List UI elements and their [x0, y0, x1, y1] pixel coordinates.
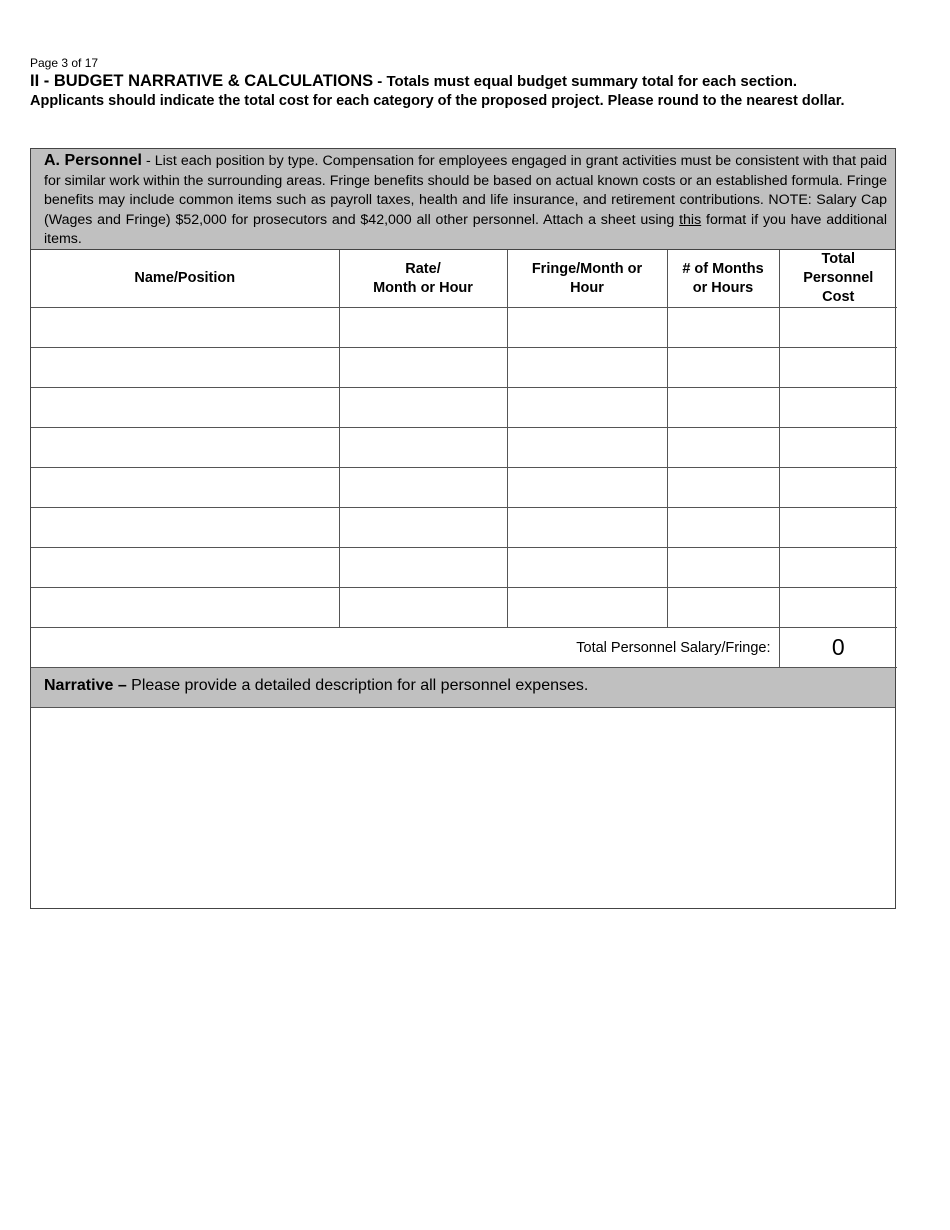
rate-cell[interactable]: [339, 308, 507, 348]
total-cost-cell[interactable]: [779, 468, 897, 508]
name-position-cell[interactable]: [31, 588, 339, 628]
name-position-cell[interactable]: [31, 308, 339, 348]
table-row: [31, 468, 897, 508]
page-number: Page 3 of 17: [30, 56, 99, 70]
table-row: [31, 388, 897, 428]
total-cost-cell[interactable]: [779, 308, 897, 348]
fringe-cell[interactable]: [507, 388, 667, 428]
personnel-text-end: format if you have additional items.: [44, 211, 888, 247]
this-format-link[interactable]: this: [679, 211, 702, 228]
table-header-row: [31, 250, 897, 308]
narrative-label: Narrative –: [44, 677, 127, 694]
name-position-cell[interactable]: [31, 508, 339, 548]
rate-cell[interactable]: [339, 468, 507, 508]
months-hours-cell[interactable]: [667, 428, 779, 468]
rate-cell[interactable]: [339, 548, 507, 588]
months-hours-cell[interactable]: [667, 468, 779, 508]
header-total-cost: Total Personnel Cost: [779, 250, 897, 308]
table-row: [31, 548, 897, 588]
personnel-text: - List each position by type. Compensation for employees engaged in grant activities must be consistent with that paid for similar work within the surrounding areas. Fringe benefits should be based on actual known costs or an established formula. Fringe benefits may include common items such as payroll taxes, health and life insurance, and retirement contributions. NOTE: Salary Cap (Wages and Fringe) $52,000 for prosecutors and $42,000 all other personnel. Attach a sheet using: [44, 153, 887, 228]
personnel-heading: A. Personnel: [44, 152, 142, 169]
name-position-cell[interactable]: [31, 348, 339, 388]
rate-cell[interactable]: [339, 428, 507, 468]
fringe-cell[interactable]: [507, 348, 667, 388]
name-position-cell[interactable]: [31, 388, 339, 428]
section-instructions: Applicants should indicate the total cost for each category of the proposed project. Please round to the nearest dollar.: [30, 93, 845, 109]
months-hours-cell[interactable]: [667, 508, 779, 548]
narrative-prompt: Please provide a detailed description for all personnel expenses.: [126, 677, 589, 694]
months-hours-cell[interactable]: [667, 588, 779, 628]
fringe-cell[interactable]: [507, 548, 667, 588]
name-position-cell[interactable]: [31, 548, 339, 588]
rate-cell[interactable]: [339, 508, 507, 548]
section-title: [30, 72, 910, 111]
months-hours-cell[interactable]: [667, 388, 779, 428]
name-position-cell[interactable]: [31, 468, 339, 508]
section-title-rest: - Totals must equal budget summary total for each section.: [373, 73, 798, 90]
narrative-heading: [31, 668, 895, 708]
personnel-table: [31, 250, 897, 668]
narrative-field[interactable]: [31, 708, 895, 908]
rate-cell[interactable]: [339, 388, 507, 428]
table-row: [31, 588, 897, 628]
fringe-cell[interactable]: [507, 508, 667, 548]
table-row: [31, 348, 897, 388]
header-fringe: Fringe/Month or Hour: [507, 250, 667, 308]
total-row: [31, 628, 897, 668]
fringe-cell[interactable]: [507, 588, 667, 628]
total-cost-cell[interactable]: [779, 388, 897, 428]
months-hours-cell[interactable]: [667, 308, 779, 348]
fringe-cell[interactable]: [507, 428, 667, 468]
header-name-position: Name/Position: [31, 250, 339, 308]
table-row: [31, 308, 897, 348]
name-position-cell[interactable]: [31, 428, 339, 468]
section-title-main: II - BUDGET NARRATIVE & CALCULATIONS: [30, 72, 374, 90]
total-cost-cell[interactable]: [779, 548, 897, 588]
total-cost-cell[interactable]: [779, 508, 897, 548]
rate-cell[interactable]: [339, 348, 507, 388]
fringe-cell[interactable]: [507, 308, 667, 348]
total-cost-cell[interactable]: [779, 588, 897, 628]
total-value: 0: [779, 628, 897, 668]
header-rate: Rate/ Month or Hour: [339, 250, 507, 308]
total-label: Total Personnel Salary/Fringe:: [31, 628, 779, 668]
header-months-hours: # of Months or Hours: [667, 250, 779, 308]
fringe-cell[interactable]: [507, 468, 667, 508]
table-row: [31, 508, 897, 548]
rate-cell[interactable]: [339, 588, 507, 628]
table-row: [31, 428, 897, 468]
personnel-intro: [31, 149, 895, 250]
total-cost-cell[interactable]: [779, 348, 897, 388]
months-hours-cell[interactable]: [667, 548, 779, 588]
total-cost-cell[interactable]: [779, 428, 897, 468]
personnel-form: [30, 148, 896, 909]
months-hours-cell[interactable]: [667, 348, 779, 388]
